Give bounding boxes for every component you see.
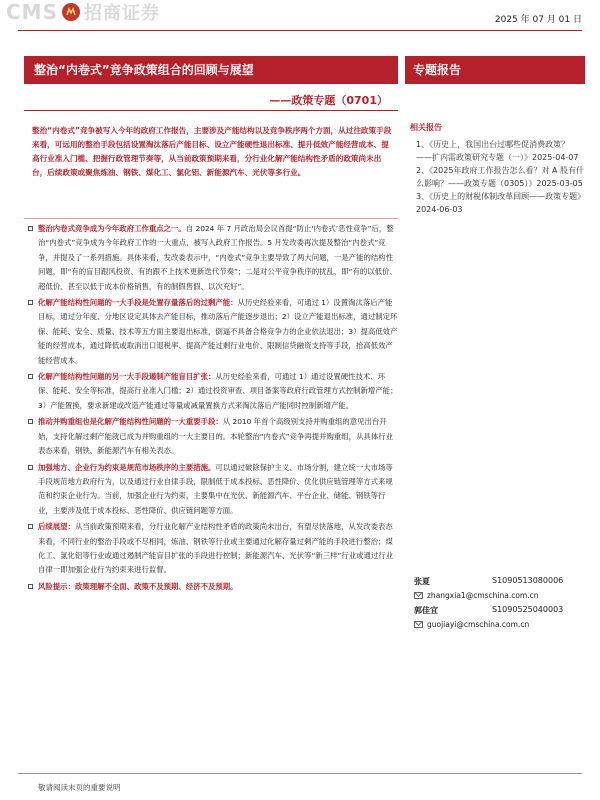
bullet-icon: [28, 584, 33, 589]
paragraph: [28, 580, 398, 594]
bullet-icon: [28, 226, 33, 231]
header-divider: [18, 30, 582, 31]
paragraph-lead: 化解产能结构性问题的另一大手段遏制产能盲目扩张：: [38, 372, 216, 382]
paragraph-lead: 推动并购重组也是化解产能结构性问题的一大重要手段：: [38, 417, 223, 427]
logo-text: CMS: [6, 0, 58, 24]
logo-chinese-name: 招商证券: [83, 3, 160, 24]
paragraph: [28, 370, 398, 413]
paragraph-lead: 整治内卷式竞争成为今年政府工作重点之一。: [38, 224, 186, 233]
paragraph-lead: 化解产能结构性问题的一大手段是处置存量落后的过剩产能：: [38, 298, 238, 308]
sidebar-heading: 专题报告: [405, 56, 585, 84]
bullet-icon: [28, 524, 33, 529]
report-date: 2025 年 07 月 01 日: [494, 15, 582, 25]
analyst-email[interactable]: zhangxia1@cmschina.com.cn: [427, 591, 539, 600]
related-report-link[interactable]: 2、《2025年政府工作报告怎么看？对 A 股有什么影响？——政策专题（0305）》2025-03-05: [416, 166, 585, 188]
summary-abstract: 整治“内卷式”竞争被写入今年的政府工作报告，主要涉及产能结构以及竞争秩序两个方面，从过往政策手段来看，可远用的整治手段包括设置淘汰落后产能目标、设立产能硬性退出标准、提升低效产能经营成本、提高行业准入门槛、把握行政管理节奏等，从当前政策预期来看，分行业化解产能结构性矛盾的政策尚未出台，后续政策或聚焦炼油、钢铁、煤化工、氯化铝、新能源汽车、光伏等多行业。: [32, 126, 392, 177]
related-report-link[interactable]: 1、《历史上，我国出台过哪些促消费政策？——扩内需政策研究专题（一）》2025-04-07: [416, 140, 579, 162]
related-reports-title: 相关报告: [410, 123, 442, 132]
paragraph: [28, 461, 398, 519]
related-report-link[interactable]: 3、《历史上的财税体制改革回顾——政策专题》2024-06-03: [416, 192, 582, 214]
analyst-email-row: [414, 620, 529, 629]
summary-divider: [24, 218, 398, 219]
paragraph: [28, 222, 398, 294]
bullet-icon: [28, 419, 33, 424]
analyst-email[interactable]: guojiayi@cmschina.com.cn: [427, 620, 530, 629]
mail-icon: [414, 621, 423, 628]
mail-icon: [414, 592, 423, 599]
paragraph-text: 自 2024 年 7 月政治局会议首提“防止‘内卷式’恶性竞争”后，整治“内卷式”竞争成为今年政府工作的一大重点，被写入政府工作报告。5 月发改委再次提及整治“内卷式”竞争，并提及了一系列措施。具体来看，发改委表示中，“内卷式”竞争主要导致了两大问题，一是产能的结构性问题，即“有的盲目跟风投资、有的跟不上技术更新迭代节奏”；二是对公平竞争秩序的扰乱，即“有的以低价、超低价、甚至以低于成本价格销售，有的制假售假、以次充好”。: [38, 224, 397, 291]
paragraph: [28, 520, 398, 578]
analyst-entry: [414, 605, 564, 616]
analyst-name: 郭佳宜: [414, 606, 438, 615]
paragraph-text: 从历史经验来看，可通过 1）通过设置硬性技术、环保、能耗、安全等标准，提高行业准入门槛；2）通过投资审查、项目备案等政府行政管理方式控制新增产能；3）产能置换，要求新建或改造产能通过等量或减量置换方式来淘汰落后产能同时控制新增产能。: [38, 372, 398, 410]
footer-divider: [18, 773, 582, 774]
subtitle-divider: [24, 110, 398, 111]
bullet-icon: [28, 465, 33, 470]
logo-emblem-icon: [62, 3, 80, 21]
paragraph: [28, 296, 398, 368]
paragraph-text: 从 2010 年首个高级别支持并购重组的意见出台开始，支持化解过剩产能就已成为并购重组的一大主要目的。本轮整治“内卷式”竞争再提并购重组，从具体行业表态来看，钢铁、新能源汽车有相关表态。: [38, 417, 394, 456]
paragraph: [28, 415, 398, 458]
paragraph-lead: 加强地方、企业行为约束是规范市场秩序的主要措施。: [38, 462, 216, 472]
analyst-entry: [414, 576, 564, 587]
risk-warning: 风险提示：政策理解不全面、政策不及预期、经济不及预期。: [38, 581, 238, 591]
report-title: 整治“内卷式”竞争政策组合的回顾与展望: [24, 56, 398, 84]
paragraph-text: 从历史经验来看，可通过 1）设置淘汰落后产能目标，通过分年度、分地区设定具体去产能目标，推动落后产能逐步退出；2）设立产能退出标准，通过制定环保、能耗、安全、质量、技术等五方面主要退出标准，倒逼不具备合格竞争力的企业依法退出；3）提高低效产能的经营成本，通过降低或取消出口退税率、提高产能过剩行业电价、限制信贷融资支持等手段，抬高低效产能经营成本。: [38, 298, 398, 365]
bullet-icon: [28, 374, 33, 379]
analyst-id: S1090513080006: [492, 576, 564, 585]
analyst-id: S1090525040003: [492, 605, 564, 614]
paragraph-lead: 后续展望：: [38, 522, 75, 532]
report-subtitle: ——政策专题（0701）: [269, 94, 388, 107]
analyst-email-row: [414, 591, 539, 600]
paragraph-text: 从当前政策预期来看，分行业化解产业结构性矛盾的政策尚未出台，有望尽快落地，从发改委表态来看，不同行业的整治手段或不尽相同，炼油、钢铁等行业或主要通过化解存量过剩产能的手段进行整治；煤化工、氯化铝等行业或通过遏制产能盲目扩张的手段进行控制；新能源汽车、光伏等“新三样”行业或通过行业自律一即加强企业行为约束来进行监督。: [38, 522, 394, 575]
report-body: [28, 222, 398, 596]
paragraph-text: 可以通过破除保护主义、市场分割，建立统一大市场等手段规范地方政府行为，以及通过行业自律手段，限制低于成本投标、恶性降价、优化供应链管理等方式来规范和约束企业行为。当前，加强企业行为约束，主要集中在光伏、新能源汽车、平台企业、储能、钢铁等行业，主要涉及低于成本投标、恶性降价、供应链问题等方面。: [38, 462, 393, 515]
bullet-icon: [28, 300, 33, 305]
analyst-name: 张夏: [414, 577, 430, 586]
related-reports-list: [416, 138, 584, 216]
footer-disclaimer: 敬请阅读末页的重要说明: [38, 783, 121, 792]
company-logo: [6, 0, 160, 24]
